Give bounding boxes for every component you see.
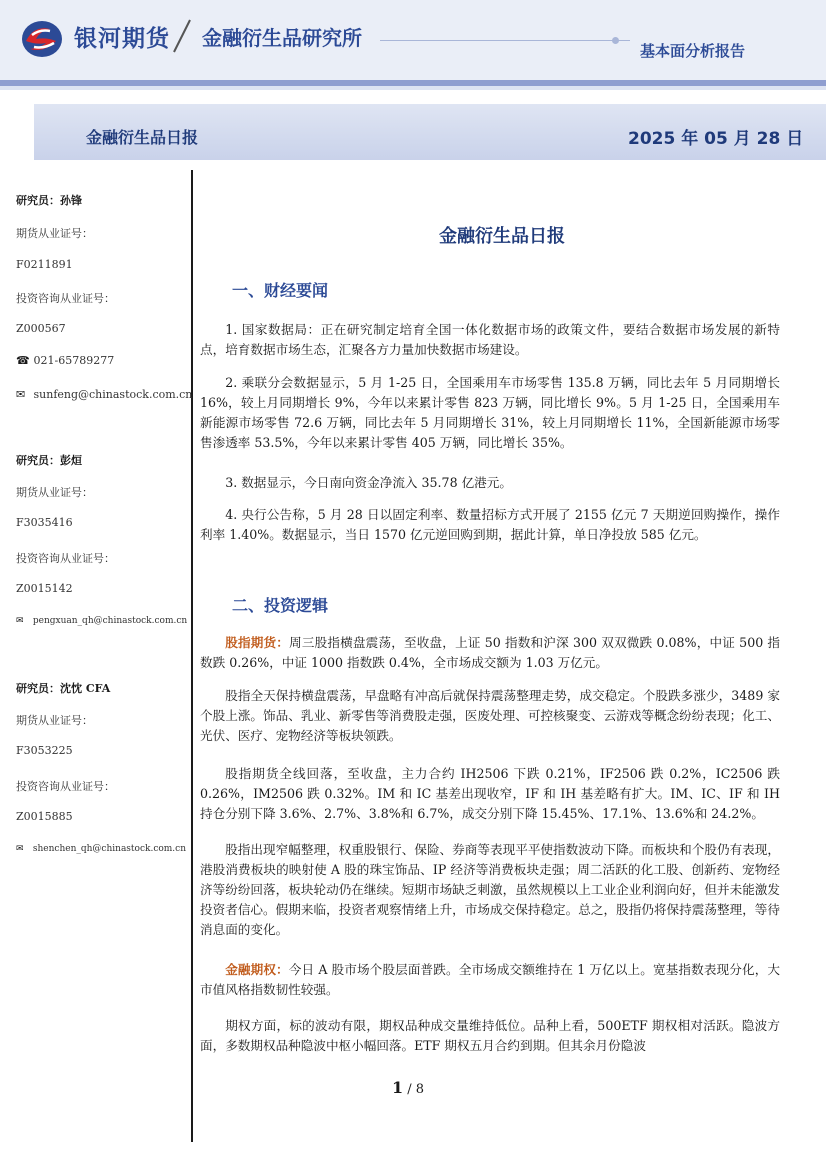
futures-license-label: 期货从业证号： bbox=[16, 486, 93, 499]
page-separator: / bbox=[403, 1082, 416, 1097]
sidebar-divider bbox=[191, 170, 193, 1142]
advisory-license-label: 投资咨询从业证号： bbox=[16, 552, 115, 565]
header-rule bbox=[380, 40, 630, 41]
section-heading-logic: 二、投资逻辑 bbox=[232, 596, 329, 615]
galaxy-logo-icon bbox=[20, 19, 64, 59]
futures-license-id: F3053225 bbox=[16, 744, 73, 757]
analyst-name: 研究员：孙锋 bbox=[16, 194, 82, 207]
advisory-license-label: 投资咨询从业证号： bbox=[16, 780, 115, 793]
email-row bbox=[16, 388, 192, 401]
envelope-icon: ✉ bbox=[16, 844, 24, 854]
futures-license-id: F0211891 bbox=[16, 258, 73, 271]
advisory-license-id: Z0015885 bbox=[16, 810, 73, 823]
logic-paragraph: 期权方面，标的波动有限，期权品种成交量维持低位。品种上看，500ETF 期权相对活跃。隐波方面，多数期权品种隐波中枢小幅回落。ETF 期权五月合约到期。但其余月份隐波 bbox=[200, 1018, 780, 1053]
paragraph-body: 周三股指横盘震荡，至收盘，上证 50 指数和沪深 300 双双微跌 0.08%，中证 500 指数跌 0.26%，中证 1000 指数跌 0.4%，全市场成交额为 1.03 万亿元。 bbox=[200, 635, 780, 670]
analyst-name: 研究员：彭烜 bbox=[16, 454, 82, 467]
header-stripe-light bbox=[0, 86, 826, 90]
phone-icon: ☎ bbox=[16, 354, 30, 367]
email-row bbox=[16, 844, 186, 854]
institute-name: 金融衍生品研究所 bbox=[202, 26, 362, 50]
advisory-license-id: Z0015142 bbox=[16, 582, 73, 595]
section-heading-news: 一、财经要闻 bbox=[232, 281, 329, 300]
logic-paragraph-options bbox=[200, 960, 780, 1000]
news-item: 2. 乘联分会数据显示，5 月 1-25 日，全国乘用车市场零售 135.8 万辆，同比去年 5 月同期增长 16%，较上月同期增长 9%，今年以来累计零售 823 万辆，同比增长 9%。5 月 1-25 日，全国乘用车新能源市场零售 72.6 万辆，同比去年 5 月同期增长 31%，较上月同期增长 11%，全国新能源市场零售渗透率 53.5%，今年以来累计零售 405 万辆，同比增长 35%。 bbox=[200, 375, 780, 450]
email-address[interactable]: sunfeng@chinastock.com.cn bbox=[33, 388, 193, 401]
header-rule-dot bbox=[612, 37, 619, 44]
phone-row bbox=[16, 354, 114, 367]
phone-number: 021-65789277 bbox=[33, 354, 115, 367]
advisory-license-label: 投资咨询从业证号： bbox=[16, 292, 115, 305]
logic-paragraph: 股指出现窄幅整理，权重股银行、保险、券商等表现平平使指数波动下降。而板块和个股仍有表现，港股消费板块的映射使 A 股的珠宝饰品、IP 经济等消费板块走强；周二活跃的化工股、创新药、宠物经济等纷纷回落，板块轮动仍在继续。短期市场缺乏刺激，虽然规模以上工业企业利润向好，但并未能激发投资者信心。假期来临，投资者观察情绪上升，市场成交保持稳定。总之，股指仍将保持震荡整理，等待消息面的变化。 bbox=[200, 842, 780, 937]
slash-divider bbox=[170, 18, 194, 54]
analyst-name: 研究员：沈忱 CFA bbox=[16, 682, 111, 695]
brand-name: 银河期货 bbox=[74, 26, 170, 52]
futures-license-label: 期货从业证号： bbox=[16, 227, 93, 240]
logic-paragraph: 股指期货全线回落，至收盘，主力合约 IH2506 下跌 0.21%，IF2506 跌 0.2%，IC2506 跌 0.26%，IM2506 跌 0.32%。IM 和 IC 基差出现收窄，IF 和 IH 基差略有扩大。IM、IC、IF 和 IH 持仓分别下降 3.6%、2.7%、3.8%和 6.7%，成交分别下降 15.45%、17.1%、13.6%和 24.2%。 bbox=[200, 766, 780, 821]
advisory-license-id: Z000567 bbox=[16, 322, 66, 335]
paragraph-lead: 金融期权： bbox=[225, 962, 289, 977]
logic-paragraph-index-futures bbox=[200, 633, 780, 673]
document-title: 金融衍生品日报 bbox=[439, 226, 565, 247]
envelope-icon: ✉ bbox=[16, 388, 26, 401]
paragraph-lead: 股指期货： bbox=[225, 635, 290, 650]
paragraph-body: 今日 A 股市场个股层面普跌。全市场成交额维持在 1 万亿以上。宽基指数表现分化，大市值风格指数韧性较强。 bbox=[200, 962, 780, 997]
futures-license-label: 期货从业证号： bbox=[16, 714, 93, 727]
report-date: 2025 年 05 月 28 日 bbox=[628, 129, 804, 149]
current-page: 1 bbox=[392, 1078, 404, 1097]
news-item: 3. 数据显示，今日南向资金净流入 35.78 亿港元。 bbox=[225, 475, 512, 490]
logic-paragraph: 股指全天保持横盘震荡，早盘略有冲高后就保持震荡整理走势，成交稳定。个股跌多涨少，3489 家个股上涨。饰品、乳业、新零售等消费股走强，医废处理、可控核聚变、云游戏等概念纷纷表现；化工、光伏、医疗、宠物经济等板块领跌。 bbox=[200, 688, 780, 743]
email-row bbox=[16, 616, 187, 626]
email-address[interactable]: pengxuan_qh@chinastock.com.cn bbox=[32, 616, 188, 626]
email-address[interactable]: shenchen_qh@chinastock.com.cn bbox=[32, 844, 187, 854]
news-item: 4. 央行公告称，5 月 28 日以固定利率、数量招标方式开展了 2155 亿元 7 天期逆回购操作，操作利率 1.40%。数据显示，当日 1570 亿元逆回购到期，据此计算，单日净投放 585 亿元。 bbox=[200, 507, 780, 542]
futures-license-id: F3035416 bbox=[16, 516, 73, 529]
envelope-icon: ✉ bbox=[16, 616, 24, 626]
report-type: 基本面分析报告 bbox=[640, 42, 746, 60]
page-number bbox=[392, 1078, 424, 1097]
total-pages: 8 bbox=[415, 1082, 425, 1097]
news-item: 1. 国家数据局：正在研究制定培育全国一体化数据市场的政策文件，要结合数据市场发展的新特点，培育数据市场生态，汇聚各方力量加快数据市场建设。 bbox=[200, 322, 780, 357]
band-title: 金融衍生品日报 bbox=[86, 128, 199, 147]
